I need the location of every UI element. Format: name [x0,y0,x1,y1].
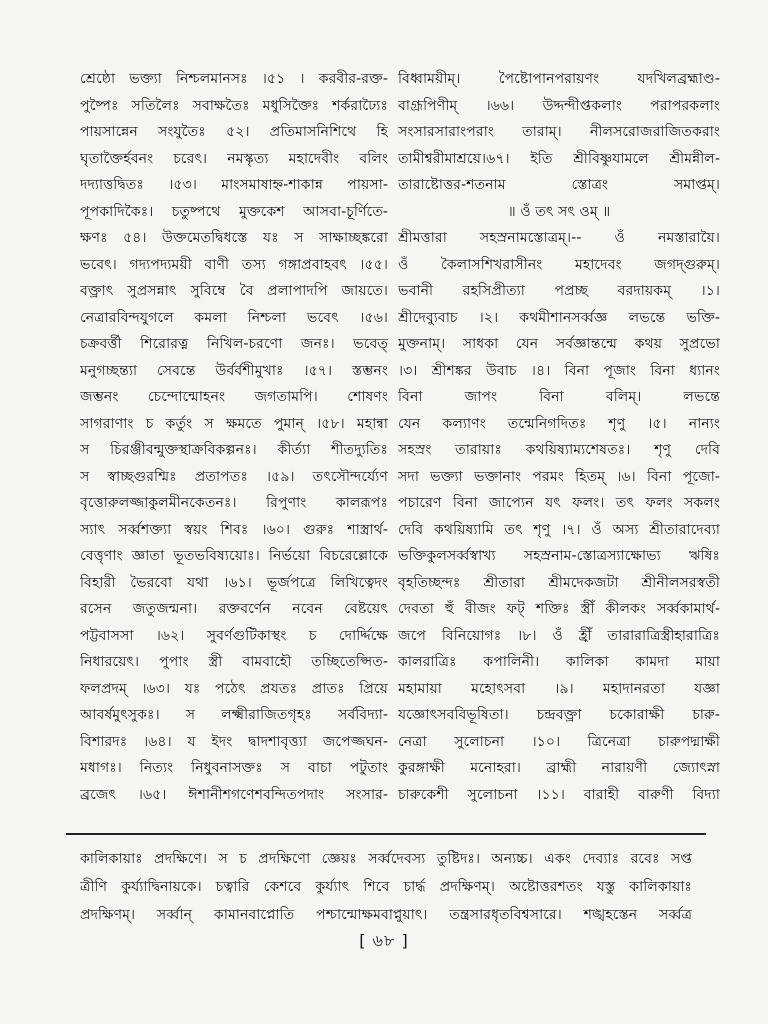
footnote-divider [66,833,706,835]
text-line: বিধ্বাময়ীম্। পৈষ্টোপানপরায়ণং যদখিলব্রহ্মাণ্ড- [398,71,720,87]
text-line: দেবি কথয়িষ্যামি তৎ শৃণু ।৭। ওঁ অস্য শ্রীতারাদেব্যা [398,521,720,538]
text-line: মধাগঃ। নিত্যং নিধুবনাসক্তঃ স বাচা পটুতাং [80,760,388,776]
text-line: ভবানী রহসিপ্রীত্যা পপ্রচ্ছ বরদায়কম্ ।১। [398,283,720,299]
section-heading-line: শ্রীমত্তারা সহস্রনামস্তোত্রম্।-- ওঁ নমস্তারায়ৈ। [398,230,720,246]
text-line: দেবতা হুঁ বীজং ফট্ শক্তিঃ স্ত্রীঁ কীলকং সর্ব্বকামার্থ- [398,601,720,617]
text-line: শ্রেষ্ঠো ভক্ত্যা নিশ্চলমানসঃ ।৫১ । করবীর-রক্ত- [80,71,388,87]
left-column [80,66,388,808]
text-line: পূপকাদিকৈঃ। চতুষ্পথে মুক্তকেশ আসবা-চূর্ণিতে- [80,203,388,220]
text-line: সদা ভক্ত্যা ভক্তানাং পরমং হিতম্ ।৬। বিনা পূজো- [398,468,720,485]
text-line: বাগ্রূপিণীম্ ।৬৬। উদ্দন্দীপ্তকলাং পরাপরকলাং [398,97,720,114]
text-line: বৃহতিচ্ছন্দঃ শ্রীতারা শ্রীমদেকজটা শ্রীনীলসরস্বতী [398,574,720,591]
text-line: তারাষ্টোত্তর-শতনাম স্তোত্রং সমাপ্তম্। [398,177,720,193]
text-line: নিধারয়েৎ। পুপাং স্ত্রী বামবাহৌ তচ্ছিতেপ্সিত- [80,654,388,670]
text-line: ভক্তিকুলসর্ব্বস্বাখ্য সহস্রনাম-স্তোত্রস্যাক্ষোভ্য ঋষিঃ [398,548,720,564]
text-line: সংসারসারাংপরাং তারাম্। নীলসরোজরাজিতকরাং [398,124,720,140]
text-line: কুরঙ্গাক্ষী মনোহরা। ব্রাহ্মী নারায়ণী জ্যোৎস্না [398,760,720,776]
text-line: স চিরঞ্জীবন্মুক্তস্থাক্রবিকল্পনঃ। কীর্ত্যা শীতদ্যুতিঃ [80,442,388,458]
footnote-line: কালিকায়াঃ প্রদক্ষিণে। স চ প্রদক্ষিণো জ্ঞেয়ঃ সর্ব্বদেবস্য তুষ্টিদঃ। অন্যচ্চ। একং দেব্যাঃ রবেঃ সপ্ত [80,851,692,867]
footnote-line: প্রদক্ষিণম্। সর্ব্বান্ কামানবাপ্নোতি পশ্চান্মোক্ষমবাপ্নুয়াৎ। তন্ত্রসারধৃতবিশ্বসারে। শঙ্খহস্তেন সর্ব্বত্র [80,907,692,923]
text-line: যজ্ঞোৎসববিভূষিতা। চন্দ্রবক্ত্রা চকোরাক্ষী চারু- [398,707,720,723]
text-line: ভবেৎ। গদ্যপদ্যময়ী বাণী তস্য গঙ্গাপ্রবাহবৎ ।৫৫। [80,256,388,273]
text-line: পট্টবাসসা ।৬২। সুবর্ণগুটিকাস্থং চ দোর্দ্দিক্ষে [80,627,388,644]
text-line: মনুগচ্ছন্ত্যা সেবন্তে উর্বর্বশীমুখাঃ ।৫৭। স্তম্ভনং [80,362,388,379]
text-line: জপে বিনিয়োগঃ ।৮। ওঁ হ্রীঁ তারারাত্রিস্ত্রীহারাত্রিঃ [398,627,720,644]
text-line: ব্রজেৎ ।৬৫। ঈশানীশগণেশবন্দিতপদাং সংসার- [80,786,388,803]
right-column [398,66,720,808]
text-line: চক্রবর্ত্তী শিরোরত্ন নিখিল-চরণো জনঃ। ভবেত্ [80,336,388,352]
text-line: পচারেণ বিনা জাপ্যেন যৎ ফলং। তৎ ফলং সকলং [398,495,720,511]
text-line: ক্ষণঃ ৫৪। উক্তমেতদ্বিধস্তে যঃ স সাক্ষাচ্ছঙ্করো [80,230,388,246]
text-line: রসেন জতুজন্মনা। রক্তবর্ণেন নবেন বেষ্টয়েৎ [80,601,388,617]
invocation-line: ॥ ওঁ তৎ সৎ ওম্ ॥ [507,203,611,220]
text-line: নেত্রা সুলোচনা ।১০। ত্রিনেত্রা চারুপদ্মাক্ষী [398,733,720,750]
text-line: পায়সান্নেন সংযুতৈঃ ৫২। প্রতিমাসনিশিথে হি [80,124,388,140]
text-line: সহস্রং তারায়াঃ কথয়িষ্যাম্যশেষতঃ। শৃণু দেবি [398,442,720,458]
text-line: জম্ভনং চেন্দোন্মোহনং জগতামপি। শোষণং [80,389,388,405]
text-line: ওঁ কৈলাসশিখরাসীনং মহাদেবং জগদ্গুরুম্। [398,256,720,273]
text-line: মহামায়া মহোৎসবা ।৯। মহাদানরতা যজ্ঞা [398,680,720,697]
text-line: স্যাৎ সর্ব্বশক্ত্যা স্বয়ং শিবঃ ।৬০। গুরুঃ শাস্ত্রার্থ- [80,521,388,538]
text-line: নেত্রারবিন্দযুগলে কমলা নিশ্চলা ভবেৎ ।৫৬। [80,309,388,326]
text-line: স স্বাচ্ছগুরশ্মিঃ প্রতাপতঃ ।৫৯। তৎসৌন্দর্য্যেণ [80,468,388,485]
text-line: ।৩। শ্রীশঙ্কর উবাচ ।৪। বিনা পূজাং বিনা ধ্যানং [398,362,720,379]
footnote-line: ত্রীণি কুর্য্যাদ্বিনায়কে। চত্বারি কেশবে কুর্য্যাৎ শিবে চার্দ্ধ প্রদক্ষিণম্। অষ্টোত্তরশতং যস্তু কালিকায়াঃ [80,879,692,895]
text-line: বিনা জাপং বিনা বলিম্। লভন্তে [398,389,720,405]
text-line: শ্রীদেব্যুবাচ ।২। কথমীশানসর্ব্বজ্ঞ লভন্তে ভক্তি- [398,309,720,326]
text-line: কালরাত্রিঃ কপালিনী। কালিকা কামদা মায়া [398,654,720,670]
text-line: যেন কল্যাণং তন্মেনিগদিতঃ শৃণু ।৫। নান্যং [398,415,720,432]
text-line: আবর্ষমুৎসুকঃ। স লক্ষ্মীরাজিতগৃহঃ সর্ববিদ্যা- [80,707,388,723]
footnotes [80,845,692,929]
text-line: বৃত্তোরুলজ্জাকুলমীনকেতনঃ। রিপুণাং কালরূপঃ [80,495,388,511]
page-number: [ ৬৮ ] [359,931,409,950]
text-line: বিশারদঃ ।৬৪। য ইদং দ্বাদশাবৃত্ত্যা জপেজ্জঘন- [80,733,388,750]
text-line: ফলপ্রদম্ ।৬৩। যঃ পঠেৎ প্রযতঃ প্রাতঃ প্রিয়ে [80,680,388,697]
text-line: সাগরাণাং চ কর্তুং স ক্ষমতে পুমান্ ।৫৮। মহান্বা [80,415,388,432]
text-line: ঘৃতাক্তৈর্হবনং চরেৎ। নমস্কৃত্য মহাদেবীং বলিং [80,150,388,167]
text-line: তামীশ্বরীমাশ্রয়ে।৬৭। ইতি শ্রীবিষ্ণুযামলে শ্রীমন্নীল- [398,150,720,167]
text-line: বক্ত্রাৎ সুপ্রসন্নাৎ সুবিম্বে বৈ প্রলাপাদপি জায়তে। [80,283,388,299]
text-line: চারুকেশী সুলোচনা ।১১। বারাহী বারুণী বিদ্যা [398,786,720,803]
text-line: বেত্তৃণাং জ্ঞাতা ভূতভবিষ্যয়োঃ। নির্ভয়ো বিচরেল্লোকে [80,548,388,564]
text-line: বিহারী ভৈরবো যথা ।৬১। ভূর্জপত্রে লিখিত্বেদং [80,574,388,591]
text-line: পুষ্পৈঃ সতিলৈঃ সবাক্ষতৈঃ মধুসিক্তৈঃ শর্করাঢ্যৈঃ [80,97,388,114]
text-line: দদ্যাত্তদ্বিতঃ ।৫৩। মাংসমাষাহ্ন-শাকান্ন পায়সা- [80,177,388,193]
text-line: মুক্তনাম্। সাধকা যেন সর্বজ্ঞান্তন্মে কথয় সুপ্রভো [398,336,720,352]
